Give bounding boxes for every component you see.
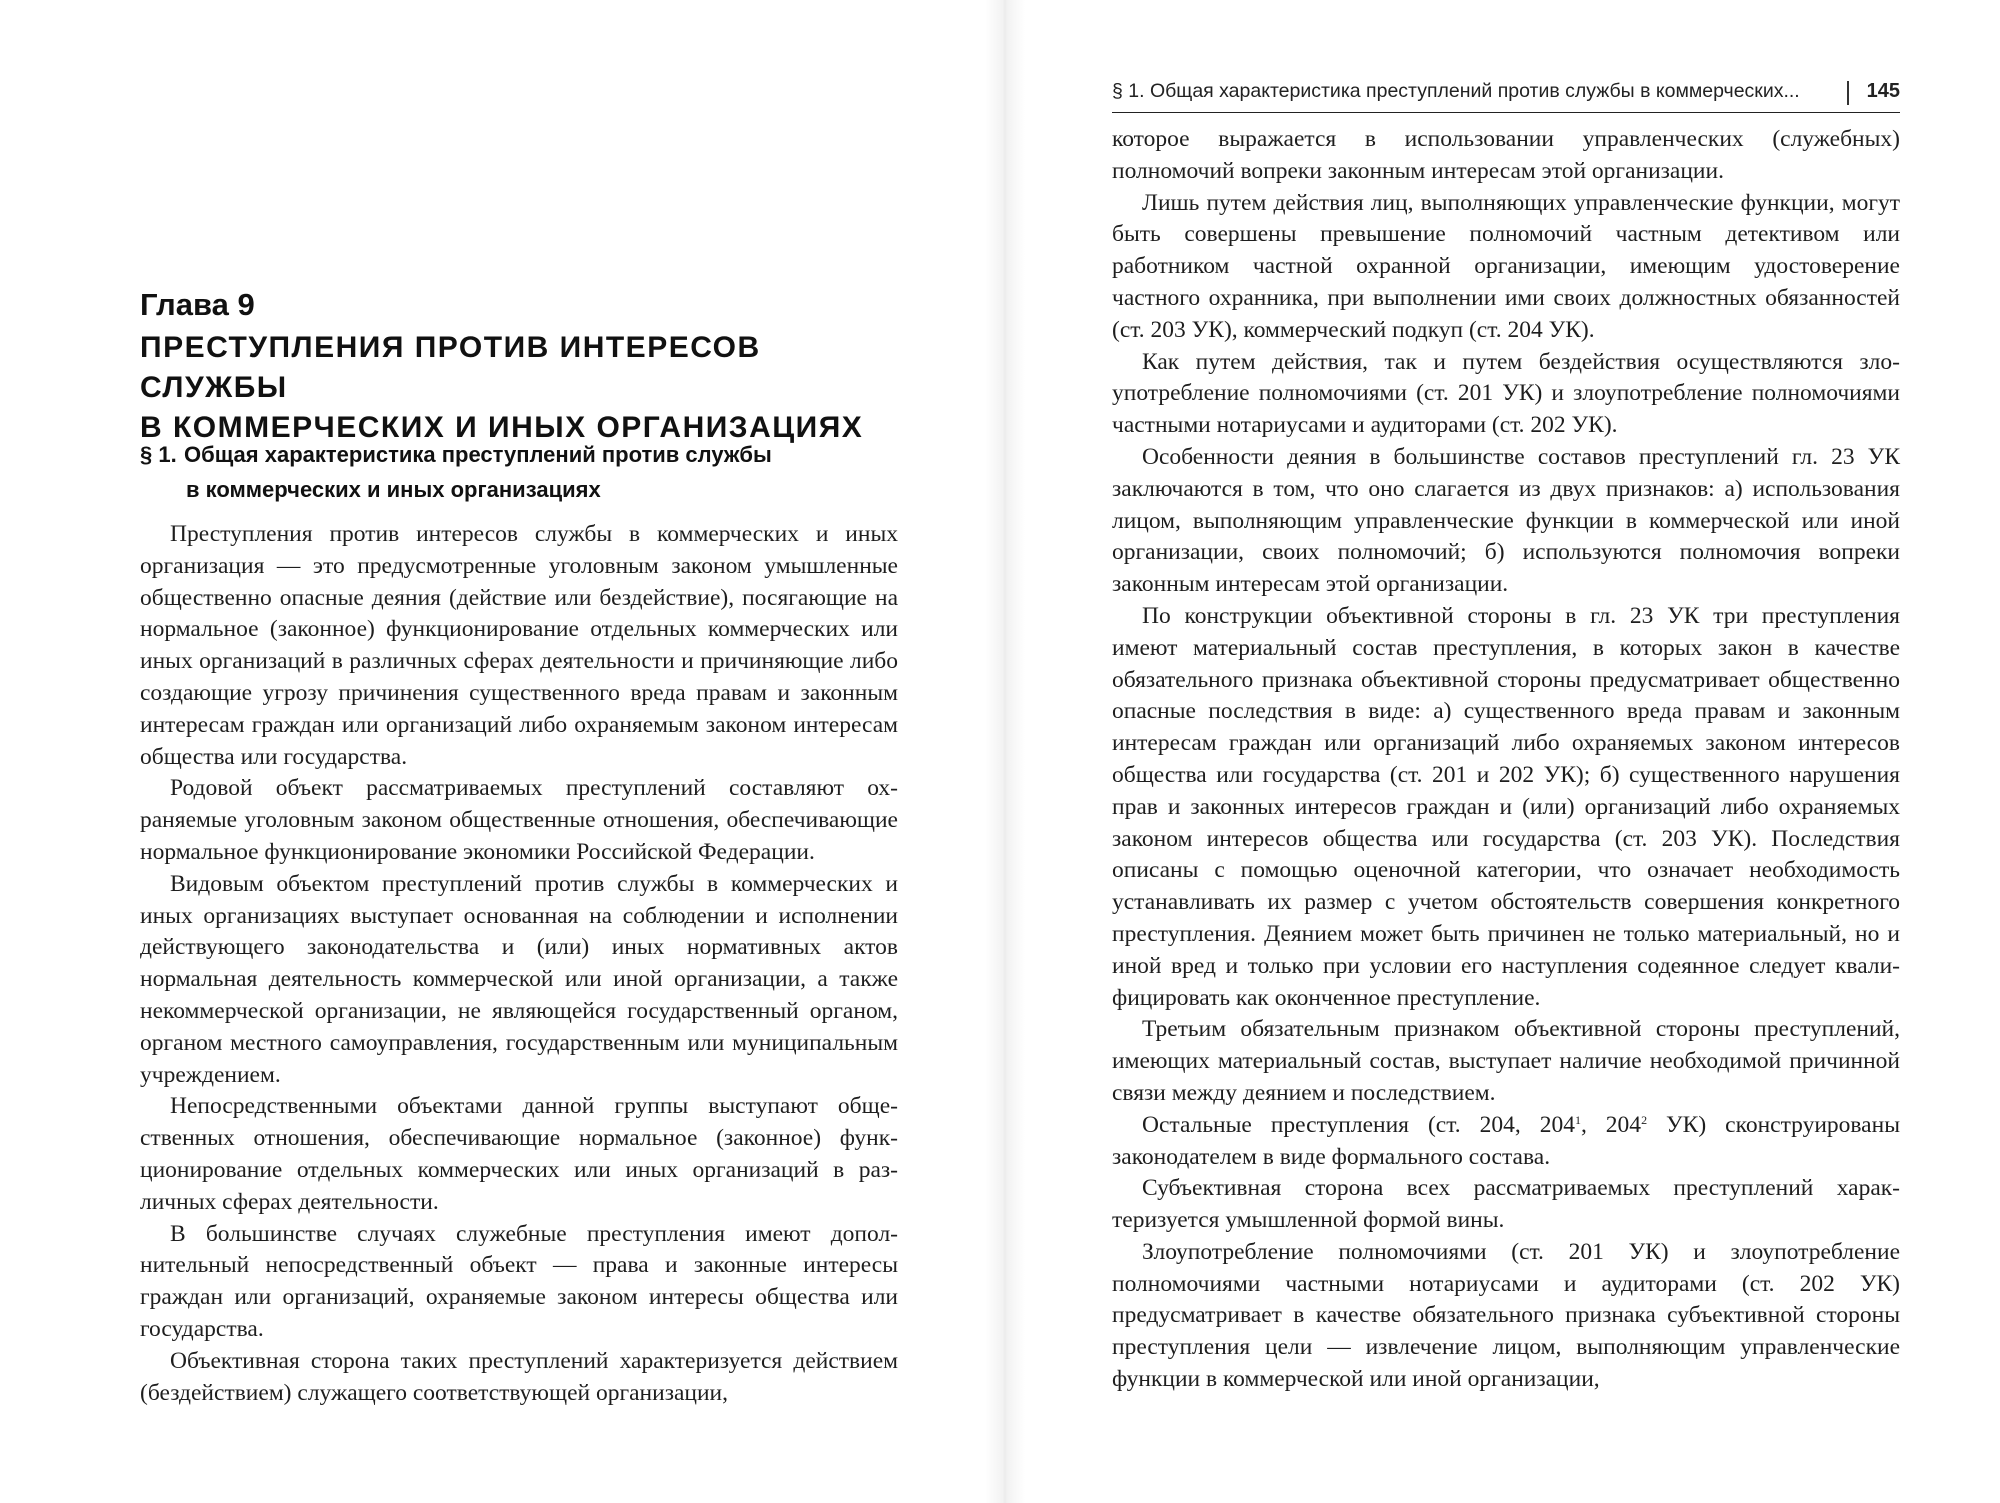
paragraph: Третьим обязательным признаком объективной стороны преступлений, имеющих материальный состав, выступает наличие необходимой причинной связи между деянием и последствием. [1112, 1016, 1900, 1106]
right-body-text [1112, 124, 1900, 1396]
text-run: Остальные преступления (ст. 204, 204 [1142, 1111, 1575, 1138]
chapter-label: Глава 9 [140, 287, 255, 322]
running-header [1112, 78, 1900, 113]
paragraph: Родовой объект рассматриваемых преступлений составляют охраняемые уголовным законом общественные отношения, обеспечивающие нормальное функционирование экономики Российской Федерации. [140, 775, 898, 865]
section-number: § 1. [140, 442, 177, 467]
paragraph-formal-composition [1112, 1110, 1900, 1174]
chapter-title-line: ПРЕСТУПЛЕНИЯ ПРОТИВ ИНТЕРЕСОВ СЛУЖБЫ [140, 331, 761, 404]
section-title-line: в коммерческих и иных организациях [186, 477, 601, 502]
continuation-paragraph: которое выражается в использовании управленческих (служебных) полномочий вопреки законным интересам этой организации. [1112, 126, 1900, 184]
text-run: УК) сконструированы законодателем в виде формального состава. [1112, 1111, 1900, 1170]
running-header-title: § 1. Общая характеристика преступлений против службы в коммерческих... [1112, 80, 1800, 102]
paragraph: Как путем действия, так и путем бездействия осуществляются злоупотребление полномочиями (ст. 201 УК) и злоупотребление полномочиями частными нотариусами и аудиторами (ст. 202 УК). [1112, 348, 1900, 439]
right-page [1000, 0, 2000, 1503]
superscript: 2 [1641, 1112, 1648, 1127]
chapter-title-line: В КОММЕРЧЕСКИХ И ИНЫХ ОРГАНИЗАЦИЯХ [140, 411, 864, 444]
paragraph: Особенности деяния в большинстве составов преступлений гл. 23 УК заключаются в том, что оно слагается из двух признаков: а) использования лицом, выполняющим управленческие функции в коммерческой или иной организации, своих полномочий; б) используются полномочия вопреки законным интересам этой организации. [1112, 443, 1900, 598]
paragraph: По конструкции объективной стороны в гл. 23 УК три преступления имеют материальный состав преступления, в которых закон в качестве обязательного признака объективной стороны предусматривает общественно опасные последствия в виде: а) существенного вреда правам и законным интересам граждан или организаций либо охраняемых законом интересов общества или государства (ст. 201 и 202 УК); б) существенного нарушения прав и законных интересов граждан и (или) организаций либо охраняемых законом интересов общества или государства (ст. 203 УК). Последствия описаны с помощью оценочной категории, что означает необходимость устанавливать их размер с учетом обстоятельств совершения конкретного преступления. Деянием может быть причинен не только материальный, но и иной вред и только при условии его наступления содеянное следует квалифицировать как оконченное преступление. [1112, 602, 1900, 1011]
paragraph: Объективная сторона таких преступлений характеризуется действием (бездействием) служащего соответствующей организации, [140, 1347, 898, 1406]
paragraph: Преступления против интересов службы в коммерческих и иных организация — это предусмотренные уголовным законом умышленные общественно опасные деяния (действие или бездействие), посягающие на нормальное (законное) функционирование отдельных коммерческих или иных организаций в различных сферах деятельности и причиняющие либо создающие угрозу причинения существенного вреда правам и законным интересам граждан или организаций либо охраняемым законом интересам общества или государства. [140, 521, 898, 770]
paragraph: В большинстве случаях служебные преступления имеют дополнительный непосредственный объект — права и законные интересы граждан или организаций, охраняемые законом интересы общества или государства. [140, 1220, 898, 1342]
text-run: , 204 [1580, 1111, 1642, 1138]
paragraph: Злоупотребление полномочиями (ст. 201 УК) и злоупотребление полномочиями частными нотариусами и аудиторами (ст. 202 УК) предусматривает в качестве обязательного признака субъективной стороны преступления цели — извлечение лицом, выполняющим управленческие функции в коммерческой или иной организации, [1112, 1238, 1900, 1393]
header-separator [1847, 81, 1849, 105]
paragraph: Субъективная сторона всех рассматриваемых преступлений характеризуется умышленной формой вины. [1112, 1175, 1900, 1234]
paragraph: Непосредственными объектами данной группы выступают общественных отношения, обеспечивающие нормальное (законное) функционирование отдельных коммерческих или иных организаций в различных сферах деятельности. [140, 1093, 898, 1215]
section-title [140, 437, 900, 507]
paragraph: Видовым объектом преступлений против службы в коммерческих и иных организациях выступает основанная на соблюдении и исполнении действующего законодательства и (или) иных нормативных актов нормальная деятельность коммерческой или иной организации, а также некоммерческой организации, не являющейся государственный органом, органом местного самоуправления, государственным или муниципальным учреждением. [140, 870, 898, 1088]
paragraph: Лишь путем действия лиц, выполняющих управленческие функции, могут быть совершены превышение полномочий частным детективом или работником частной охранной организации, имеющим удостоверение частного охранника, при выполнении ими своих должностных обязанностей (ст. 203 УК), коммерческий подкуп (ст. 204 УК). [1112, 189, 1900, 343]
section-title-line: Общая характеристика преступлений против службы [184, 442, 772, 467]
superscript: 1 [1574, 1112, 1581, 1127]
chapter-title [140, 328, 900, 448]
left-body-text [140, 519, 898, 1409]
page-number: 145 [1866, 80, 1900, 102]
